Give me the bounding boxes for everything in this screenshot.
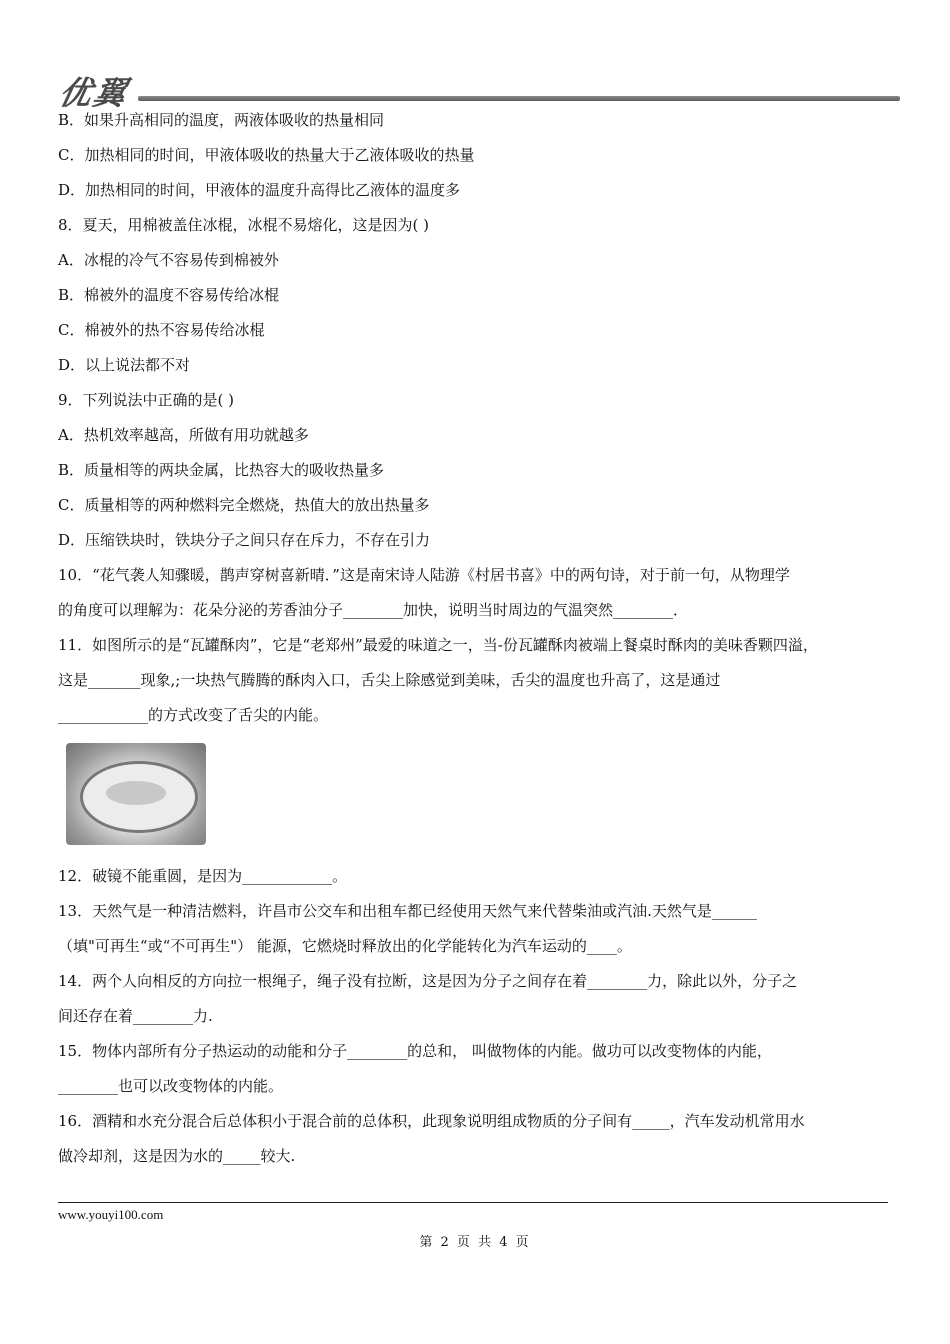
text-line: 间还存在着________力. xyxy=(58,1007,213,1025)
question-8: 8．夏天，用棉被盖住冰棍，冰棍不易熔化，这是因为( ) xyxy=(58,216,430,234)
text-line: ________也可以改变物体的内能。 xyxy=(58,1077,284,1095)
option-b: B．质量相等的两块金属，比热容大的吸收热量多 xyxy=(58,461,385,479)
question-13: 13．天然气是一种清洁燃料，许昌市公交车和出租车都已经使用天然气来代替柴油或汽油.天然气是______ xyxy=(58,902,757,920)
text-line: 这是_______现象,;一块热气腾腾的酥肉入口，舌尖上除感觉到美味，舌尖的温度也升高了，这是通过 xyxy=(58,671,721,689)
question-10: 10．“花气袭人知骤暖，鹊声穿树喜新晴．”这是南宋诗人陆游《村居书喜》中的两句诗，对于前一句，从物理学 xyxy=(58,566,790,584)
text-line: （填"可再生“或“不可再生"） 能源，它燃烧时释放出的化学能转化为汽车运动的____。 xyxy=(58,937,632,955)
option-c: C．棉被外的热不容易传给冰棍 xyxy=(58,321,265,339)
header-rule xyxy=(138,96,900,101)
question-15: 15．物体内部所有分子热运动的动能和分子________的总和， 叫做物体的内能。做功可以改变物体的内能， xyxy=(58,1042,772,1060)
question-14: 14．两个人向相反的方向拉一根绳子，绳子没有拉断，这是因为分子之间存在着________力，除此以外，分子之 xyxy=(58,972,798,990)
youyi-logo: 优翼 xyxy=(55,74,132,112)
page-number: 第 2 页 共 4 页 xyxy=(419,1235,531,1250)
question-16: 16．酒精和水充分混合后总体积小于混合前的总体积，此现象说明组成物质的分子间有_____，汽车发动机常用水 xyxy=(58,1112,805,1130)
clay-pot-pork-photo xyxy=(66,743,206,845)
option-a: A．冰棍的冷气不容易传到棉被外 xyxy=(58,251,279,269)
site-url: www.youyi100.com xyxy=(58,1207,164,1222)
footer-rule xyxy=(58,1202,888,1203)
document-body xyxy=(58,103,888,1174)
question-12: 12．破镜不能重圆，是因为____________。 xyxy=(58,867,348,885)
text-line: 的角度可以理解为：花朵分泌的芳香油分子________加快，说明当时周边的气温突然________． xyxy=(58,601,689,619)
option-c: C．质量相等的两种燃料完全燃烧，热值大的放出热量多 xyxy=(58,496,430,514)
text-line: 做冷却剂，这是因为水的_____较大. xyxy=(58,1147,296,1165)
text-line: ____________的方式改变了舌尖的内能。 xyxy=(58,706,329,724)
text-line: C．加热相同的时间，甲液体吸收的热量大于乙液体吸收的热量 xyxy=(58,146,475,164)
question-11: 11．如图所示的是“瓦罐酥肉”，它是“老郑州”最爱的味道之一，当-份瓦罐酥肉被端上餐桌时酥肉的美味香颗四溢， xyxy=(58,636,818,654)
question-9: 9．下列说法中正确的是( ) xyxy=(58,391,235,409)
header xyxy=(55,62,900,112)
text-line: D．加热相同的时间，甲液体的温度升高得比乙液体的温度多 xyxy=(58,181,461,199)
option-a: A．热机效率越高，所做有用功就越多 xyxy=(58,426,309,444)
option-d: D．压缩铁块时，铁块分子之间只存在斥力，不存在引力 xyxy=(58,531,431,549)
option-d: D．以上说法都不对 xyxy=(58,356,191,374)
text-line: B．如果升高相同的温度，两液体吸收的热量相同 xyxy=(58,111,385,129)
option-b: B．棉被外的温度不容易传给冰棍 xyxy=(58,286,280,304)
